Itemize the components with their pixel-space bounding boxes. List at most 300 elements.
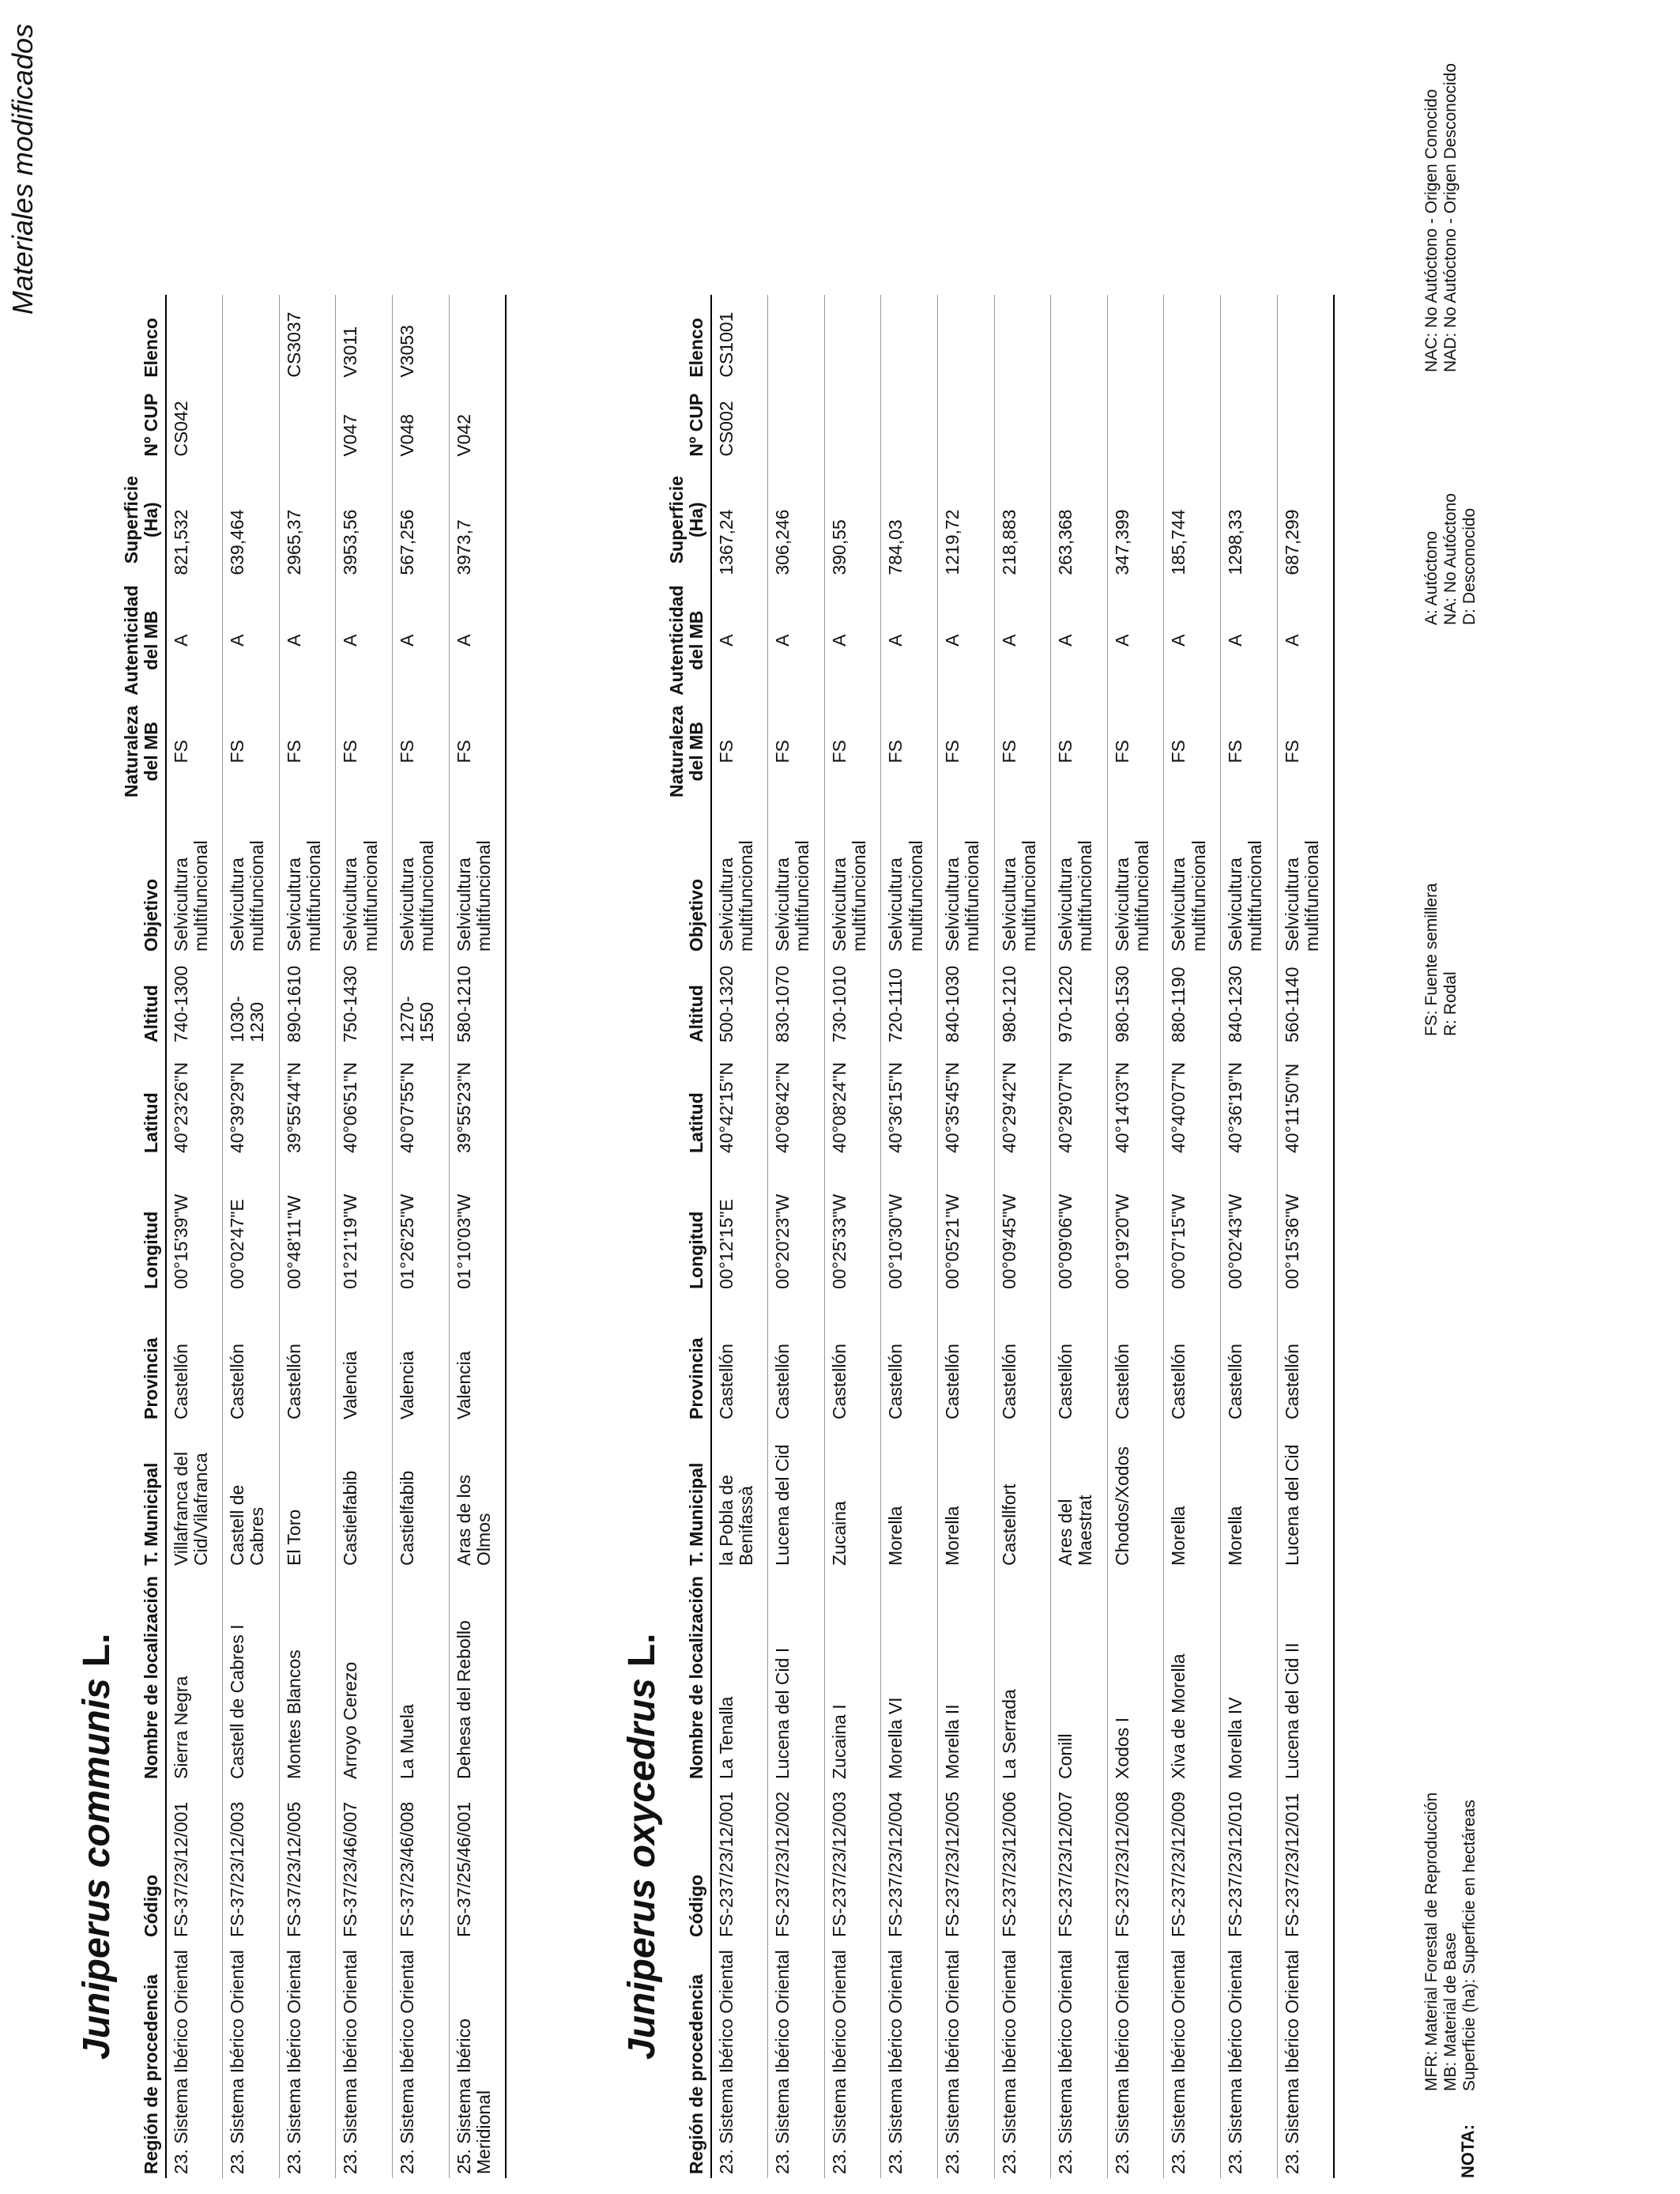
cell-elenco	[449, 295, 506, 382]
cell-naturaleza: FS	[711, 702, 768, 801]
cell-altitud: 560-1140	[1277, 956, 1334, 1046]
column-header-autenticidad: Autenticidad del MB	[664, 579, 711, 702]
cell-altitud: 1030-1230	[223, 956, 280, 1046]
cell-region: 23. Sistema Ibérico Oriental	[279, 1941, 336, 2178]
cell-region: 23. Sistema Ibérico Oriental	[392, 1941, 449, 2178]
cell-municipio: Ares del Maestrat	[1051, 1423, 1108, 1570]
cell-superficie: 3953,56	[336, 461, 393, 579]
note-line: NAC: No Autóctono - Origen Conocido	[1422, 89, 1441, 372]
note-line: MB: Material de Base	[1441, 1932, 1460, 2091]
cell-altitud: 750-1430	[336, 956, 393, 1046]
cell-altitud: 500-1320	[711, 956, 768, 1046]
cell-autenticidad: A	[1107, 579, 1164, 702]
cell-region: 23. Sistema Ibérico Oriental	[937, 1941, 994, 2178]
cell-elenco	[1107, 295, 1164, 382]
column-header-superficie: Superficie (Ha)	[119, 461, 166, 579]
cell-cup	[1051, 382, 1108, 461]
cell-municipio: Villafranca del Cid/Vilafranca	[166, 1423, 223, 1570]
cell-nombre: Castell de Cabres I	[223, 1570, 280, 1783]
cell-cup	[768, 382, 825, 461]
cell-provincia: Castellón	[1220, 1293, 1277, 1423]
cell-codigo: FS-237/23/12/004	[881, 1783, 938, 1941]
cell-municipio: Castielfabib	[336, 1423, 393, 1570]
cell-latitud: 40°08'42"N	[768, 1046, 825, 1157]
cell-altitud: 840-1030	[937, 956, 994, 1046]
cell-latitud: 40°35'45"N	[937, 1046, 994, 1157]
cell-region: 23. Sistema Ibérico Oriental	[994, 1941, 1051, 2178]
cell-region: 23. Sistema Ibérico Oriental	[336, 1941, 393, 2178]
cell-latitud: 40°42'15"N	[711, 1046, 768, 1157]
cell-autenticidad: A	[768, 579, 825, 702]
notes-label: NOTA:	[1458, 2124, 1478, 2178]
table-row	[711, 295, 768, 2178]
cell-naturaleza: FS	[336, 702, 393, 801]
cell-naturaleza: FS	[824, 702, 881, 801]
cell-cup	[279, 382, 336, 461]
cell-latitud: 40°23'26"N	[166, 1046, 223, 1157]
column-header-region: Región de procedencia	[664, 1941, 711, 2178]
column-header-autenticidad: Autenticidad del MB	[119, 579, 166, 702]
cell-naturaleza: FS	[223, 702, 280, 801]
cell-codigo: FS-37/23/12/005	[279, 1783, 336, 1941]
cell-longitud: 00°10'30"W	[881, 1157, 938, 1293]
column-header-nombre: Nombre de localización	[664, 1570, 711, 1783]
cell-cup	[937, 382, 994, 461]
cell-municipio: Morella	[1164, 1423, 1221, 1570]
cell-longitud: 01°26'25"W	[392, 1157, 449, 1293]
table-row	[1164, 295, 1221, 2178]
table-row	[336, 295, 393, 2178]
cell-naturaleza: FS	[166, 702, 223, 801]
cell-provincia: Castellón	[937, 1293, 994, 1423]
cell-autenticidad: A	[937, 579, 994, 702]
cell-superficie: 347,399	[1107, 461, 1164, 579]
cell-municipio: Chodos/Xodos	[1107, 1423, 1164, 1570]
table-row	[279, 295, 336, 2178]
column-header-superficie: Superficie (Ha)	[664, 461, 711, 579]
cell-nombre: La Serrada	[994, 1570, 1051, 1783]
cell-altitud: 980-1530	[1107, 956, 1164, 1046]
cell-cup	[1220, 382, 1277, 461]
page-header-title: Materiales modificados	[6, 24, 39, 315]
table-juniperus-communis	[119, 295, 507, 2178]
cell-region: 23. Sistema Ibérico Oriental	[1051, 1941, 1108, 2178]
column-header-latitud: Latitud	[664, 1046, 711, 1157]
cell-codigo: FS-37/23/46/007	[336, 1783, 393, 1941]
cell-latitud: 40°40'07"N	[1164, 1046, 1221, 1157]
cell-codigo: FS-37/25/46/001	[449, 1783, 506, 1941]
cell-objetivo: Selvicultura multifuncional	[1277, 801, 1334, 956]
cell-longitud: 00°25'33"W	[824, 1157, 881, 1293]
cell-nombre: Conill	[1051, 1570, 1108, 1783]
cell-region: 23. Sistema Ibérico Oriental	[881, 1941, 938, 2178]
cell-latitud: 40°39'29"N	[223, 1046, 280, 1157]
cell-objetivo: Selvicultura multifuncional	[1051, 801, 1108, 956]
cell-latitud: 40°11'50"N	[1277, 1046, 1334, 1157]
cell-altitud: 580-1210	[449, 956, 506, 1046]
cell-altitud: 830-1070	[768, 956, 825, 1046]
cell-longitud: 00°19'20"W	[1107, 1157, 1164, 1293]
cell-longitud: 00°48'11"W	[279, 1157, 336, 1293]
column-header-elenco: Elenco	[664, 295, 711, 382]
cell-cup: V048	[392, 382, 449, 461]
cell-cup	[1107, 382, 1164, 461]
cell-latitud: 40°36'15"N	[881, 1046, 938, 1157]
cell-longitud: 00°15'39"W	[166, 1157, 223, 1293]
cell-naturaleza: FS	[994, 702, 1051, 801]
cell-superficie: 306,246	[768, 461, 825, 579]
cell-latitud: 39°55'23"N	[449, 1046, 506, 1157]
cell-cup: V047	[336, 382, 393, 461]
cell-objetivo: Selvicultura multifuncional	[166, 801, 223, 956]
cell-naturaleza: FS	[1051, 702, 1108, 801]
species-name: Juniperus oxycedrus	[621, 1678, 663, 2060]
cell-superficie: 3973,7	[449, 461, 506, 579]
note-line: D: Desconocido	[1460, 507, 1479, 625]
column-header-municipio: T. Municipal	[119, 1423, 166, 1570]
cell-elenco	[768, 295, 825, 382]
cell-cup	[994, 382, 1051, 461]
cell-latitud: 39°55'44"N	[279, 1046, 336, 1157]
table-row	[1220, 295, 1277, 2178]
cell-latitud: 40°08'24"N	[824, 1046, 881, 1157]
cell-autenticidad: A	[881, 579, 938, 702]
cell-elenco	[166, 295, 223, 382]
cell-provincia: Valencia	[392, 1293, 449, 1423]
cell-superficie: 784,03	[881, 461, 938, 579]
cell-provincia: Castellón	[1277, 1293, 1334, 1423]
cell-autenticidad: A	[994, 579, 1051, 702]
cell-longitud: 01°21'19"W	[336, 1157, 393, 1293]
cell-provincia: Castellón	[1051, 1293, 1108, 1423]
cell-objetivo: Selvicultura multifuncional	[711, 801, 768, 956]
cell-altitud: 720-1110	[881, 956, 938, 1046]
cell-objetivo: Selvicultura multifuncional	[768, 801, 825, 956]
cell-municipio: Castellfort	[994, 1423, 1051, 1570]
table-row	[449, 295, 506, 2178]
cell-altitud: 890-1610	[279, 956, 336, 1046]
column-header-objetivo: Objetivo	[664, 801, 711, 956]
cell-cup: CS042	[166, 382, 223, 461]
cell-region: 25. Sistema Ibérico Meridional	[449, 1941, 506, 2178]
cell-longitud: 00°07'15"W	[1164, 1157, 1221, 1293]
table-row	[166, 295, 223, 2178]
cell-altitud: 740-1300	[166, 956, 223, 1046]
cell-naturaleza: FS	[1107, 702, 1164, 801]
cell-provincia: Castellón	[711, 1293, 768, 1423]
cell-autenticidad: A	[279, 579, 336, 702]
cell-region: 23. Sistema Ibérico Oriental	[1277, 1941, 1334, 2178]
cell-superficie: 1367,24	[711, 461, 768, 579]
notes-column	[1422, 493, 1479, 625]
cell-longitud: 00°09'45"W	[994, 1157, 1051, 1293]
cell-latitud: 40°14'03"N	[1107, 1046, 1164, 1157]
cell-superficie: 218,883	[994, 461, 1051, 579]
cell-cup	[824, 382, 881, 461]
cell-naturaleza: FS	[1277, 702, 1334, 801]
table-row	[994, 295, 1051, 2178]
species-author: L.	[76, 1633, 118, 1668]
cell-municipio: Castell de Cabres	[223, 1423, 280, 1570]
cell-municipio: Zucaina	[824, 1423, 881, 1570]
cell-objetivo: Selvicultura multifuncional	[392, 801, 449, 956]
cell-elenco: V3011	[336, 295, 393, 382]
table-row	[1277, 295, 1334, 2178]
cell-municipio: El Toro	[279, 1423, 336, 1570]
cell-region: 23. Sistema Ibérico Oriental	[768, 1941, 825, 2178]
table-row	[1107, 295, 1164, 2178]
column-header-provincia: Provincia	[664, 1293, 711, 1423]
cell-longitud: 00°05'21"W	[937, 1157, 994, 1293]
cell-elenco	[994, 295, 1051, 382]
cell-superficie: 639,464	[223, 461, 280, 579]
cell-objetivo: Selvicultura multifuncional	[937, 801, 994, 956]
cell-naturaleza: FS	[937, 702, 994, 801]
cell-nombre: Morella IV	[1220, 1570, 1277, 1783]
cell-objetivo: Selvicultura multifuncional	[1164, 801, 1221, 956]
cell-codigo: FS-237/23/12/008	[1107, 1783, 1164, 1941]
cell-superficie: 687,299	[1277, 461, 1334, 579]
cell-superficie: 390,55	[824, 461, 881, 579]
cell-longitud: 01°10'03"W	[449, 1157, 506, 1293]
cell-naturaleza: FS	[449, 702, 506, 801]
cell-nombre: Xiva de Morella	[1164, 1570, 1221, 1783]
species-name: Juniperus communis	[76, 1678, 118, 2060]
column-header-cup: Nº CUP	[119, 382, 166, 461]
cell-codigo: FS-237/23/12/001	[711, 1783, 768, 1941]
species-title-communis	[75, 1634, 119, 2060]
cell-objetivo: Selvicultura multifuncional	[994, 801, 1051, 956]
cell-cup	[1277, 382, 1334, 461]
cell-nombre: Xodos I	[1107, 1570, 1164, 1783]
cell-codigo: FS-237/23/12/005	[937, 1783, 994, 1941]
cell-municipio: Castielfabib	[392, 1423, 449, 1570]
cell-provincia: Castellón	[768, 1293, 825, 1423]
cell-codigo: FS-237/23/12/006	[994, 1783, 1051, 1941]
column-header-altitud: Altitud	[119, 956, 166, 1046]
cell-naturaleza: FS	[881, 702, 938, 801]
cell-autenticidad: A	[1277, 579, 1334, 702]
column-header-naturaleza: Naturaleza del MB	[664, 702, 711, 801]
cell-codigo: FS-237/23/12/007	[1051, 1783, 1108, 1941]
cell-objetivo: Selvicultura multifuncional	[1220, 801, 1277, 956]
cell-naturaleza: FS	[1220, 702, 1277, 801]
cell-elenco	[1164, 295, 1221, 382]
cell-municipio: Lucena del Cid	[768, 1423, 825, 1570]
cell-latitud: 40°29'42"N	[994, 1046, 1051, 1157]
column-header-municipio: T. Municipal	[664, 1423, 711, 1570]
notes-column	[1422, 1793, 1479, 2091]
column-header-region: Región de procedencia	[119, 1941, 166, 2178]
cell-naturaleza: FS	[1164, 702, 1221, 801]
column-header-objetivo: Objetivo	[119, 801, 166, 956]
cell-codigo: FS-237/23/12/011	[1277, 1783, 1334, 1941]
cell-superficie: 1219,72	[937, 461, 994, 579]
cell-municipio: Morella	[881, 1423, 938, 1570]
column-header-longitud: Longitud	[119, 1157, 166, 1293]
cell-latitud: 40°06'51"N	[336, 1046, 393, 1157]
cell-superficie: 821,532	[166, 461, 223, 579]
cell-autenticidad: A	[711, 579, 768, 702]
table-row	[768, 295, 825, 2178]
cell-objetivo: Selvicultura multifuncional	[223, 801, 280, 956]
cell-provincia: Castellón	[824, 1293, 881, 1423]
table-row	[1051, 295, 1108, 2178]
cell-municipio: la Pobla de Benifassà	[711, 1423, 768, 1570]
cell-autenticidad: A	[1220, 579, 1277, 702]
cell-provincia: Valencia	[449, 1293, 506, 1423]
cell-cup	[223, 382, 280, 461]
cell-superficie: 263,368	[1051, 461, 1108, 579]
cell-latitud: 40°07'55"N	[392, 1046, 449, 1157]
cell-elenco	[824, 295, 881, 382]
note-line: A: Autóctono	[1422, 530, 1441, 625]
cell-naturaleza: FS	[768, 702, 825, 801]
cell-cup	[881, 382, 938, 461]
cell-longitud: 00°12'15"E	[711, 1157, 768, 1293]
cell-superficie: 567,256	[392, 461, 449, 579]
cell-altitud: 880-1190	[1164, 956, 1221, 1046]
cell-municipio: Aras de los Olmos	[449, 1423, 506, 1570]
cell-elenco	[1051, 295, 1108, 382]
cell-region: 23. Sistema Ibérico Oriental	[223, 1941, 280, 2178]
cell-elenco: CS1001	[711, 295, 768, 382]
column-header-elenco: Elenco	[119, 295, 166, 382]
cell-elenco	[1220, 295, 1277, 382]
cell-elenco: V3053	[392, 295, 449, 382]
cell-region: 23. Sistema Ibérico Oriental	[824, 1941, 881, 2178]
table-row	[937, 295, 994, 2178]
cell-nombre: Montes Blancos	[279, 1570, 336, 1783]
cell-altitud: 1270-1550	[392, 956, 449, 1046]
cell-objetivo: Selvicultura multifuncional	[1107, 801, 1164, 956]
cell-codigo: FS-37/23/12/001	[166, 1783, 223, 1941]
cell-altitud: 730-1010	[824, 956, 881, 1046]
cell-nombre: Arroyo Cerezo	[336, 1570, 393, 1783]
cell-elenco	[223, 295, 280, 382]
cell-nombre: Sierra Negra	[166, 1570, 223, 1783]
cell-codigo: FS-237/23/12/002	[768, 1783, 825, 1941]
cell-region: 23. Sistema Ibérico Oriental	[1107, 1941, 1164, 2178]
cell-autenticidad: A	[336, 579, 393, 702]
table-row	[881, 295, 938, 2178]
cell-provincia: Castellón	[1107, 1293, 1164, 1423]
cell-longitud: 00°15'36"W	[1277, 1157, 1334, 1293]
cell-elenco: CS3037	[279, 295, 336, 382]
note-line: Superficie (ha): Superficie en hectáreas	[1460, 1800, 1479, 2091]
cell-provincia: Castellón	[1164, 1293, 1221, 1423]
cell-latitud: 40°29'07"N	[1051, 1046, 1108, 1157]
cell-region: 23. Sistema Ibérico Oriental	[711, 1941, 768, 2178]
cell-provincia: Valencia	[336, 1293, 393, 1423]
cell-nombre: Dehesa del Rebollo	[449, 1570, 506, 1783]
cell-superficie: 2965,37	[279, 461, 336, 579]
cell-naturaleza: FS	[392, 702, 449, 801]
cell-nombre: Lucena del Cid II	[1277, 1570, 1334, 1783]
cell-codigo: FS-237/23/12/009	[1164, 1783, 1221, 1941]
note-line: NA: No Autóctono	[1441, 493, 1460, 625]
species-author: L.	[621, 1633, 663, 1668]
cell-provincia: Castellón	[994, 1293, 1051, 1423]
cell-provincia: Castellón	[881, 1293, 938, 1423]
cell-objetivo: Selvicultura multifuncional	[881, 801, 938, 956]
column-header-codigo: Código	[664, 1783, 711, 1941]
cell-provincia: Castellón	[223, 1293, 280, 1423]
cell-autenticidad: A	[824, 579, 881, 702]
column-header-cup: Nº CUP	[664, 382, 711, 461]
cell-nombre: Zucaina I	[824, 1570, 881, 1783]
column-header-latitud: Latitud	[119, 1046, 166, 1157]
cell-longitud: 00°20'23"W	[768, 1157, 825, 1293]
cell-municipio: Morella	[937, 1423, 994, 1570]
cell-altitud: 970-1220	[1051, 956, 1108, 1046]
note-line: FS: Fuente semillera	[1422, 883, 1441, 1036]
cell-autenticidad: A	[1051, 579, 1108, 702]
cell-objetivo: Selvicultura multifuncional	[336, 801, 393, 956]
cell-elenco	[881, 295, 938, 382]
cell-region: 23. Sistema Ibérico Oriental	[166, 1941, 223, 2178]
cell-autenticidad: A	[1164, 579, 1221, 702]
cell-altitud: 840-1230	[1220, 956, 1277, 1046]
cell-nombre: La Muela	[392, 1570, 449, 1783]
cell-autenticidad: A	[392, 579, 449, 702]
cell-autenticidad: A	[223, 579, 280, 702]
cell-provincia: Castellón	[166, 1293, 223, 1423]
cell-cup: V042	[449, 382, 506, 461]
cell-nombre: Morella II	[937, 1570, 994, 1783]
column-header-nombre: Nombre de localización	[119, 1570, 166, 1783]
cell-objetivo: Selvicultura multifuncional	[279, 801, 336, 956]
cell-nombre: La Tenalla	[711, 1570, 768, 1783]
cell-superficie: 185,744	[1164, 461, 1221, 579]
cell-region: 23. Sistema Ibérico Oriental	[1164, 1941, 1221, 2178]
cell-latitud: 40°36'19"N	[1220, 1046, 1277, 1157]
cell-cup: CS002	[711, 382, 768, 461]
cell-naturaleza: FS	[279, 702, 336, 801]
notes-column	[1422, 63, 1460, 372]
cell-provincia: Castellón	[279, 1293, 336, 1423]
cell-elenco	[937, 295, 994, 382]
cell-codigo: FS-237/23/12/003	[824, 1783, 881, 1941]
table-row	[392, 295, 449, 2178]
column-header-naturaleza: Naturaleza del MB	[119, 702, 166, 801]
cell-codigo: FS-37/23/12/003	[223, 1783, 280, 1941]
cell-codigo: FS-237/23/12/010	[1220, 1783, 1277, 1941]
cell-longitud: 00°02'47"E	[223, 1157, 280, 1293]
cell-longitud: 00°09'06"W	[1051, 1157, 1108, 1293]
cell-superficie: 1298,33	[1220, 461, 1277, 579]
column-header-altitud: Altitud	[664, 956, 711, 1046]
cell-elenco	[1277, 295, 1334, 382]
note-line: NAD: No Autóctono - Origen Desconocido	[1441, 62, 1460, 372]
cell-municipio: Morella	[1220, 1423, 1277, 1570]
cell-region: 23. Sistema Ibérico Oriental	[1220, 1941, 1277, 2178]
table-row	[223, 295, 280, 2178]
table-row	[824, 295, 881, 2178]
cell-objetivo: Selvicultura multifuncional	[824, 801, 881, 956]
cell-longitud: 00°02'43"W	[1220, 1157, 1277, 1293]
cell-altitud: 980-1210	[994, 956, 1051, 1046]
column-header-longitud: Longitud	[664, 1157, 711, 1293]
notes-column	[1422, 883, 1460, 1036]
cell-municipio: Lucena del Cid	[1277, 1423, 1334, 1570]
cell-autenticidad: A	[449, 579, 506, 702]
cell-codigo: FS-37/23/46/008	[392, 1783, 449, 1941]
table-juniperus-oxycedrus	[664, 295, 1335, 2178]
column-header-provincia: Provincia	[119, 1293, 166, 1423]
species-title-oxycedrus	[620, 1634, 664, 2060]
cell-objetivo: Selvicultura multifuncional	[449, 801, 506, 956]
